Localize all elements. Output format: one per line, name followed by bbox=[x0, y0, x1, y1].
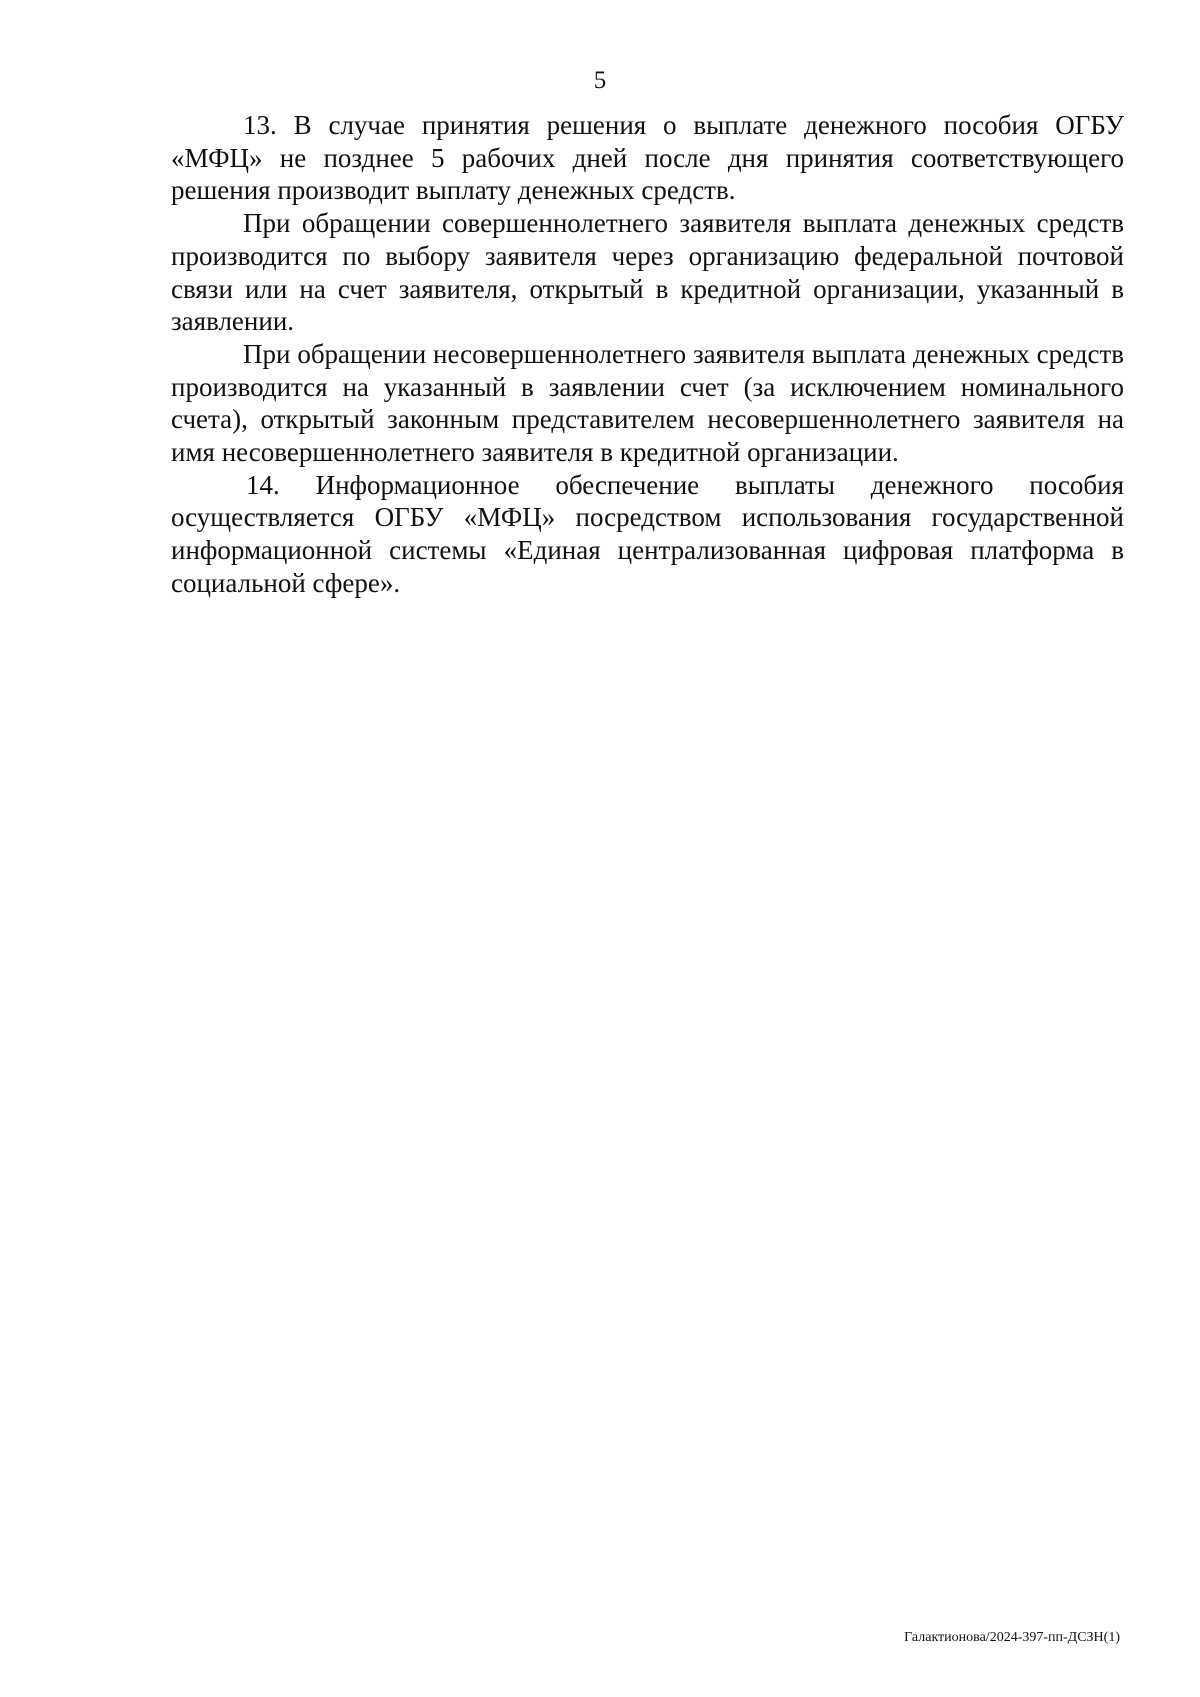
paragraph-13: 13. В случае принятия решения о выплате денежного пособия ОГБУ «МФЦ» не позднее 5 рабочих дней после дня принятия соответствующего решения производит выплату денежных средств. bbox=[171, 110, 1124, 206]
paragraph-14: 14. Информационное обеспечение выплаты денежного пособия осуществляется ОГБУ «МФЦ» посредством использования государственной информационной системы «Единая централизованная цифровая платформа в социальной сфере». bbox=[171, 469, 1124, 598]
page-number: 5 bbox=[593, 67, 607, 94]
footer-document-code: Галактионова/2024-397-пп-ДСЗН(1) bbox=[904, 1630, 1120, 1645]
paragraph-adult-applicant: При обращении совершеннолетнего заявителя выплата денежных средств производится по выбору заявителя через организацию федеральной почтовой связи или на счет заявителя, открытый в кредитной организации, указанный в заявлении. bbox=[171, 208, 1124, 337]
document-body bbox=[171, 109, 1124, 600]
paragraph-minor-applicant: При обращении несовершеннолетнего заявителя выплата денежных средств производится на указанный в заявлении счет (за исключением номинального счета), открытый законным представителем несовершеннолетнего заявителя на имя несовершеннолетнего заявителя в кредитной организации. bbox=[171, 338, 1124, 468]
